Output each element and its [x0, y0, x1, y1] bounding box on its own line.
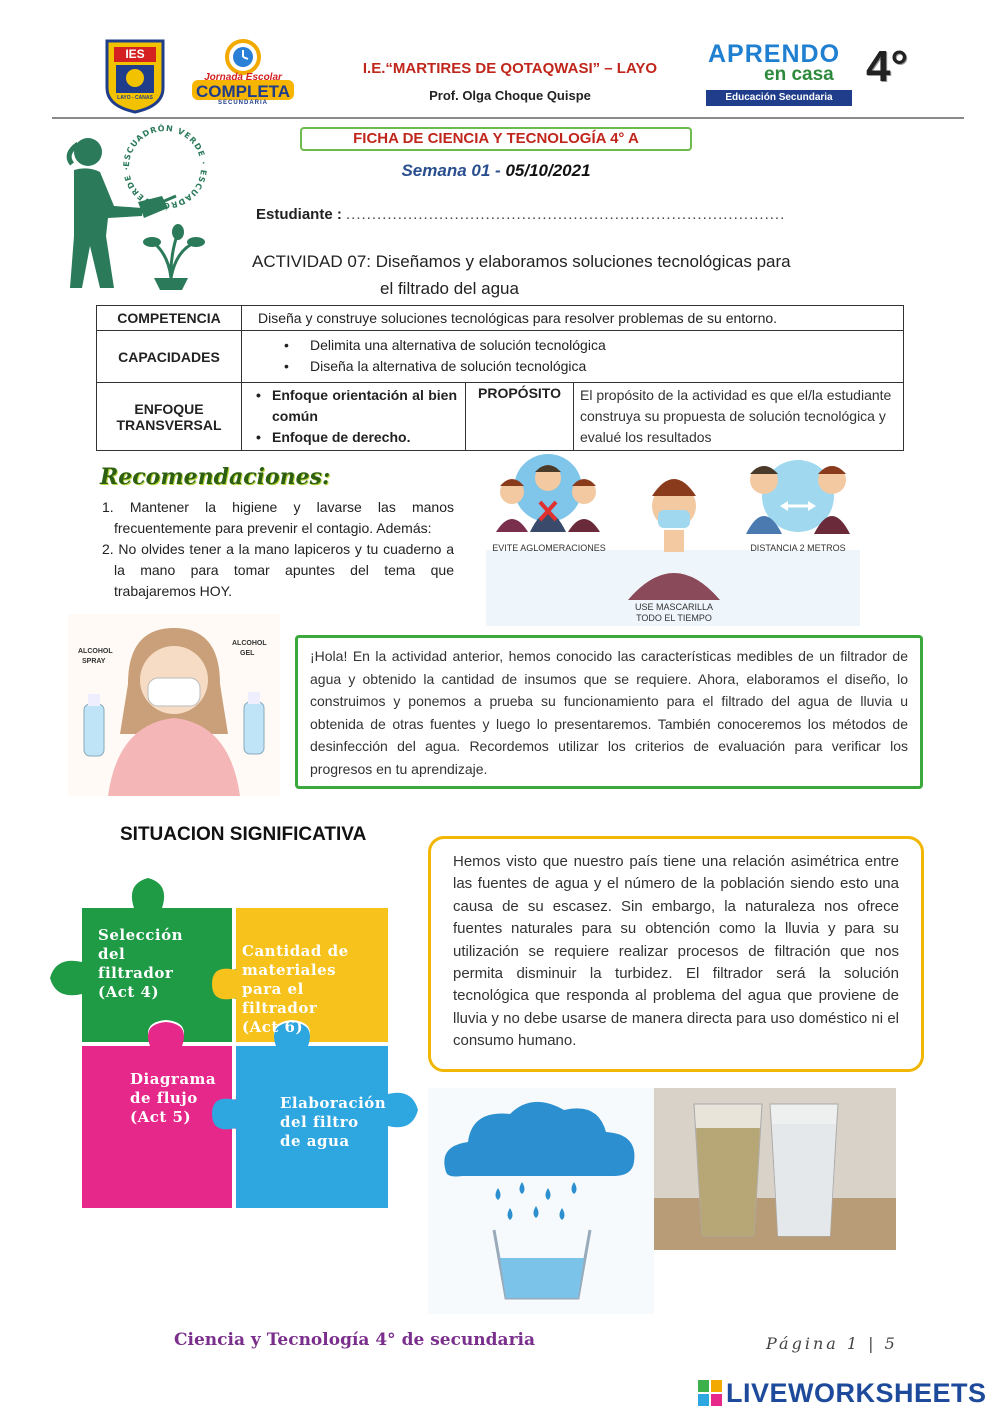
competencias-table — [96, 305, 904, 451]
spray-label-line1: ALCOHOL — [78, 648, 113, 655]
dirty-clean-water-glasses-photo — [654, 1088, 896, 1250]
recomendaciones-title: Recomendaciones: — [100, 464, 331, 490]
ies-logo-subtext: LAYO - CANAS — [117, 95, 153, 101]
jornada-line2: COMPLETA — [195, 82, 291, 101]
escuadron-verde-seal — [118, 120, 212, 214]
ies-logo-text: IES — [125, 47, 145, 61]
jornada-completa-logo — [190, 38, 296, 108]
mask-caption-line1: USE MASCARILLA — [634, 602, 714, 612]
capacidad-item: • Diseña la alternativa de solución tecnológica — [274, 356, 903, 377]
puzzle-text-line: de flujo — [130, 1089, 198, 1107]
enfoque-label-line2: TRANSVERSAL — [116, 416, 222, 433]
school-name: I.E.“MARTIRES DE QOTAQWASI” – LAYO — [362, 60, 658, 77]
puzzle-piece-seleccion — [98, 926, 183, 1002]
puzzle-text-line: (Act 4) — [98, 983, 160, 1001]
enfoque-item: • Enfoque orientación al bien común — [242, 385, 457, 427]
avoid-crowds-caption: EVITE AGLOMERACIONES — [492, 543, 606, 553]
recomendacion-item: 1. Mantener la higiene y lavarse las manos frecuentemente para prevenir el contagio. Además: — [102, 499, 454, 536]
puzzle-text-line: del filtro — [280, 1113, 359, 1131]
semana-label: Semana 01 - — [401, 161, 501, 180]
puzzle-text-line: Elaboración — [280, 1094, 387, 1112]
escuadron-text: ESCUADRÓN VERDE · ESCUADRÓN VERDE · — [121, 123, 209, 211]
liveworksheets-brand[interactable]: LIVEWORKSHEETS — [726, 1378, 987, 1408]
student-name-blank[interactable]: ..................................................................................... — [346, 206, 786, 223]
enfoque-label — [97, 383, 242, 451]
aprendo-line2: en casa — [764, 64, 834, 85]
puzzle-text-line: Cantidad de — [242, 942, 349, 960]
proposito-text: El propósito de la actividad es que el/la estudiante construya su propuesta de solución tecnológica y evalué los resultados — [574, 383, 904, 451]
aprendo-line1: APRENDO — [708, 40, 841, 68]
liveworksheets-icon — [698, 1380, 722, 1406]
gel-label-line1: ALCOHOL — [232, 640, 267, 647]
jornada-line3: SECUNDARIA — [217, 100, 268, 106]
competencia-text: Diseña y construye soluciones tecnológicas para resolver problemas de su entorno. — [242, 306, 904, 331]
gel-label-line2: GEL — [240, 650, 255, 657]
alcohol-girl-illustration — [68, 614, 280, 796]
aprendo-line3: Educación Secundaria — [706, 90, 852, 106]
competencia-label: COMPETENCIA — [97, 306, 242, 331]
puzzle-text-line: materiales — [242, 961, 337, 979]
student-label: Estudiante : — [256, 206, 342, 223]
puzzle-text-line: para el — [242, 980, 304, 998]
puzzle-text-line: de agua — [280, 1132, 350, 1150]
puzzle-piece-elaboracion — [280, 1094, 386, 1151]
puzzle-text-line: (Act 6) — [242, 1018, 304, 1036]
activity-title-line2: el filtrado del agua — [380, 279, 519, 298]
puzzle-text-line: Selección — [98, 926, 183, 944]
svg-text:ESCUADRÓN VERDE · ESCUADRÓN VE — [122, 122, 208, 212]
puzzle-text-line: (Act 5) — [130, 1108, 192, 1126]
puzzle-text-line: filtrador — [242, 999, 318, 1017]
mask-caption-line2: TODO EL TIEMPO — [636, 613, 712, 623]
semana-date: 05/10/2021 — [505, 161, 591, 180]
activity-title — [252, 248, 832, 302]
recomendaciones-list — [102, 497, 454, 602]
rain-cloud-glass-illustration — [428, 1088, 654, 1314]
puzzle-text-line: Diagrama — [130, 1070, 217, 1088]
puzzle-piece-cantidad — [242, 942, 349, 1037]
enfoque-label-line1: ENFOQUE — [134, 400, 204, 417]
capacidades-list — [242, 331, 904, 383]
recomendacion-item: 2. No olvides tener a la mano lapiceros y tu cuaderno a la mano para tomar apuntes del tema que trabajaremos HOY. — [102, 541, 454, 599]
intro-box: ¡Hola! En la actividad anterior, hemos conocido las características medibles de un filtrador de agua y obtenido la cantidad de insumos que se requiere. Ahora, elaboramos el diseño, lo construimos y ponemos a prueba su funcionamiento para el filtrado del agua de lluvia u obtenida de otras fuentes y luego lo presentaremos. También conoceremos los métodos de desinfección del agua. Recordemos utilizar los criterios de evaluación para verificar los progresos en tu aprendizaje. — [295, 635, 923, 789]
puzzle-text-line: filtrador — [98, 964, 174, 982]
header-divider — [52, 117, 964, 119]
ficha-title: FICHA DE CIENCIA Y TECNOLOGÍA 4° A — [300, 127, 692, 151]
situacion-box: Hemos visto que nuestro país tiene una relación asimétrica entre las fuentes de agua y el número de la población siendo esto una causa de su escasez. Sin embargo, la naturaleza nos ofrece fuentes naturales para su obtención como la lluvia y para su utilización se requiere realizar procesos de filtración que nos permita disminuir la turbidez. El filtrador será la solución tecnológica que responda al problema del agua que proviene de lluvia y no debe usarse de manera directa para uso doméstico ni el consumo humano. — [428, 836, 924, 1072]
jornada-line1: Jornada Escolar — [204, 72, 282, 83]
student-field[interactable] — [256, 206, 785, 223]
puzzle-piece-diagrama — [130, 1070, 216, 1127]
capacidades-label: CAPACIDADES — [97, 331, 242, 383]
ies-logo — [104, 38, 166, 114]
enfoque-item: • Enfoque de derecho. — [242, 427, 457, 448]
puzzle-diagram — [42, 874, 428, 1224]
puzzle-text-line: del — [98, 945, 126, 963]
spray-label-line2: SPRAY — [82, 658, 106, 665]
distance-caption: DISTANCIA 2 METROS — [750, 543, 846, 553]
teacher-name: Prof. Olga Choque Quispe — [429, 88, 591, 103]
proposito-label: PROPÓSITO — [466, 383, 574, 451]
enfoques-list — [242, 383, 466, 451]
aprendo-en-casa-logo — [706, 40, 852, 108]
activity-title-line1: ACTIVIDAD 07: Diseñamos y elaboramos soluciones tecnológicas para — [252, 252, 791, 271]
grade-label: 4° — [866, 42, 909, 91]
footer-page-number: Página 1 | 5 — [766, 1334, 898, 1353]
capacidad-item: • Delimita una alternativa de solución tecnológica — [274, 335, 903, 356]
semana-line — [300, 161, 692, 181]
situacion-title: SITUACION SIGNIFICATIVA — [120, 824, 367, 845]
footer-course: Ciencia y Tecnología 4° de secundaria — [174, 1330, 536, 1350]
covid-prevention-infographic — [486, 450, 860, 626]
